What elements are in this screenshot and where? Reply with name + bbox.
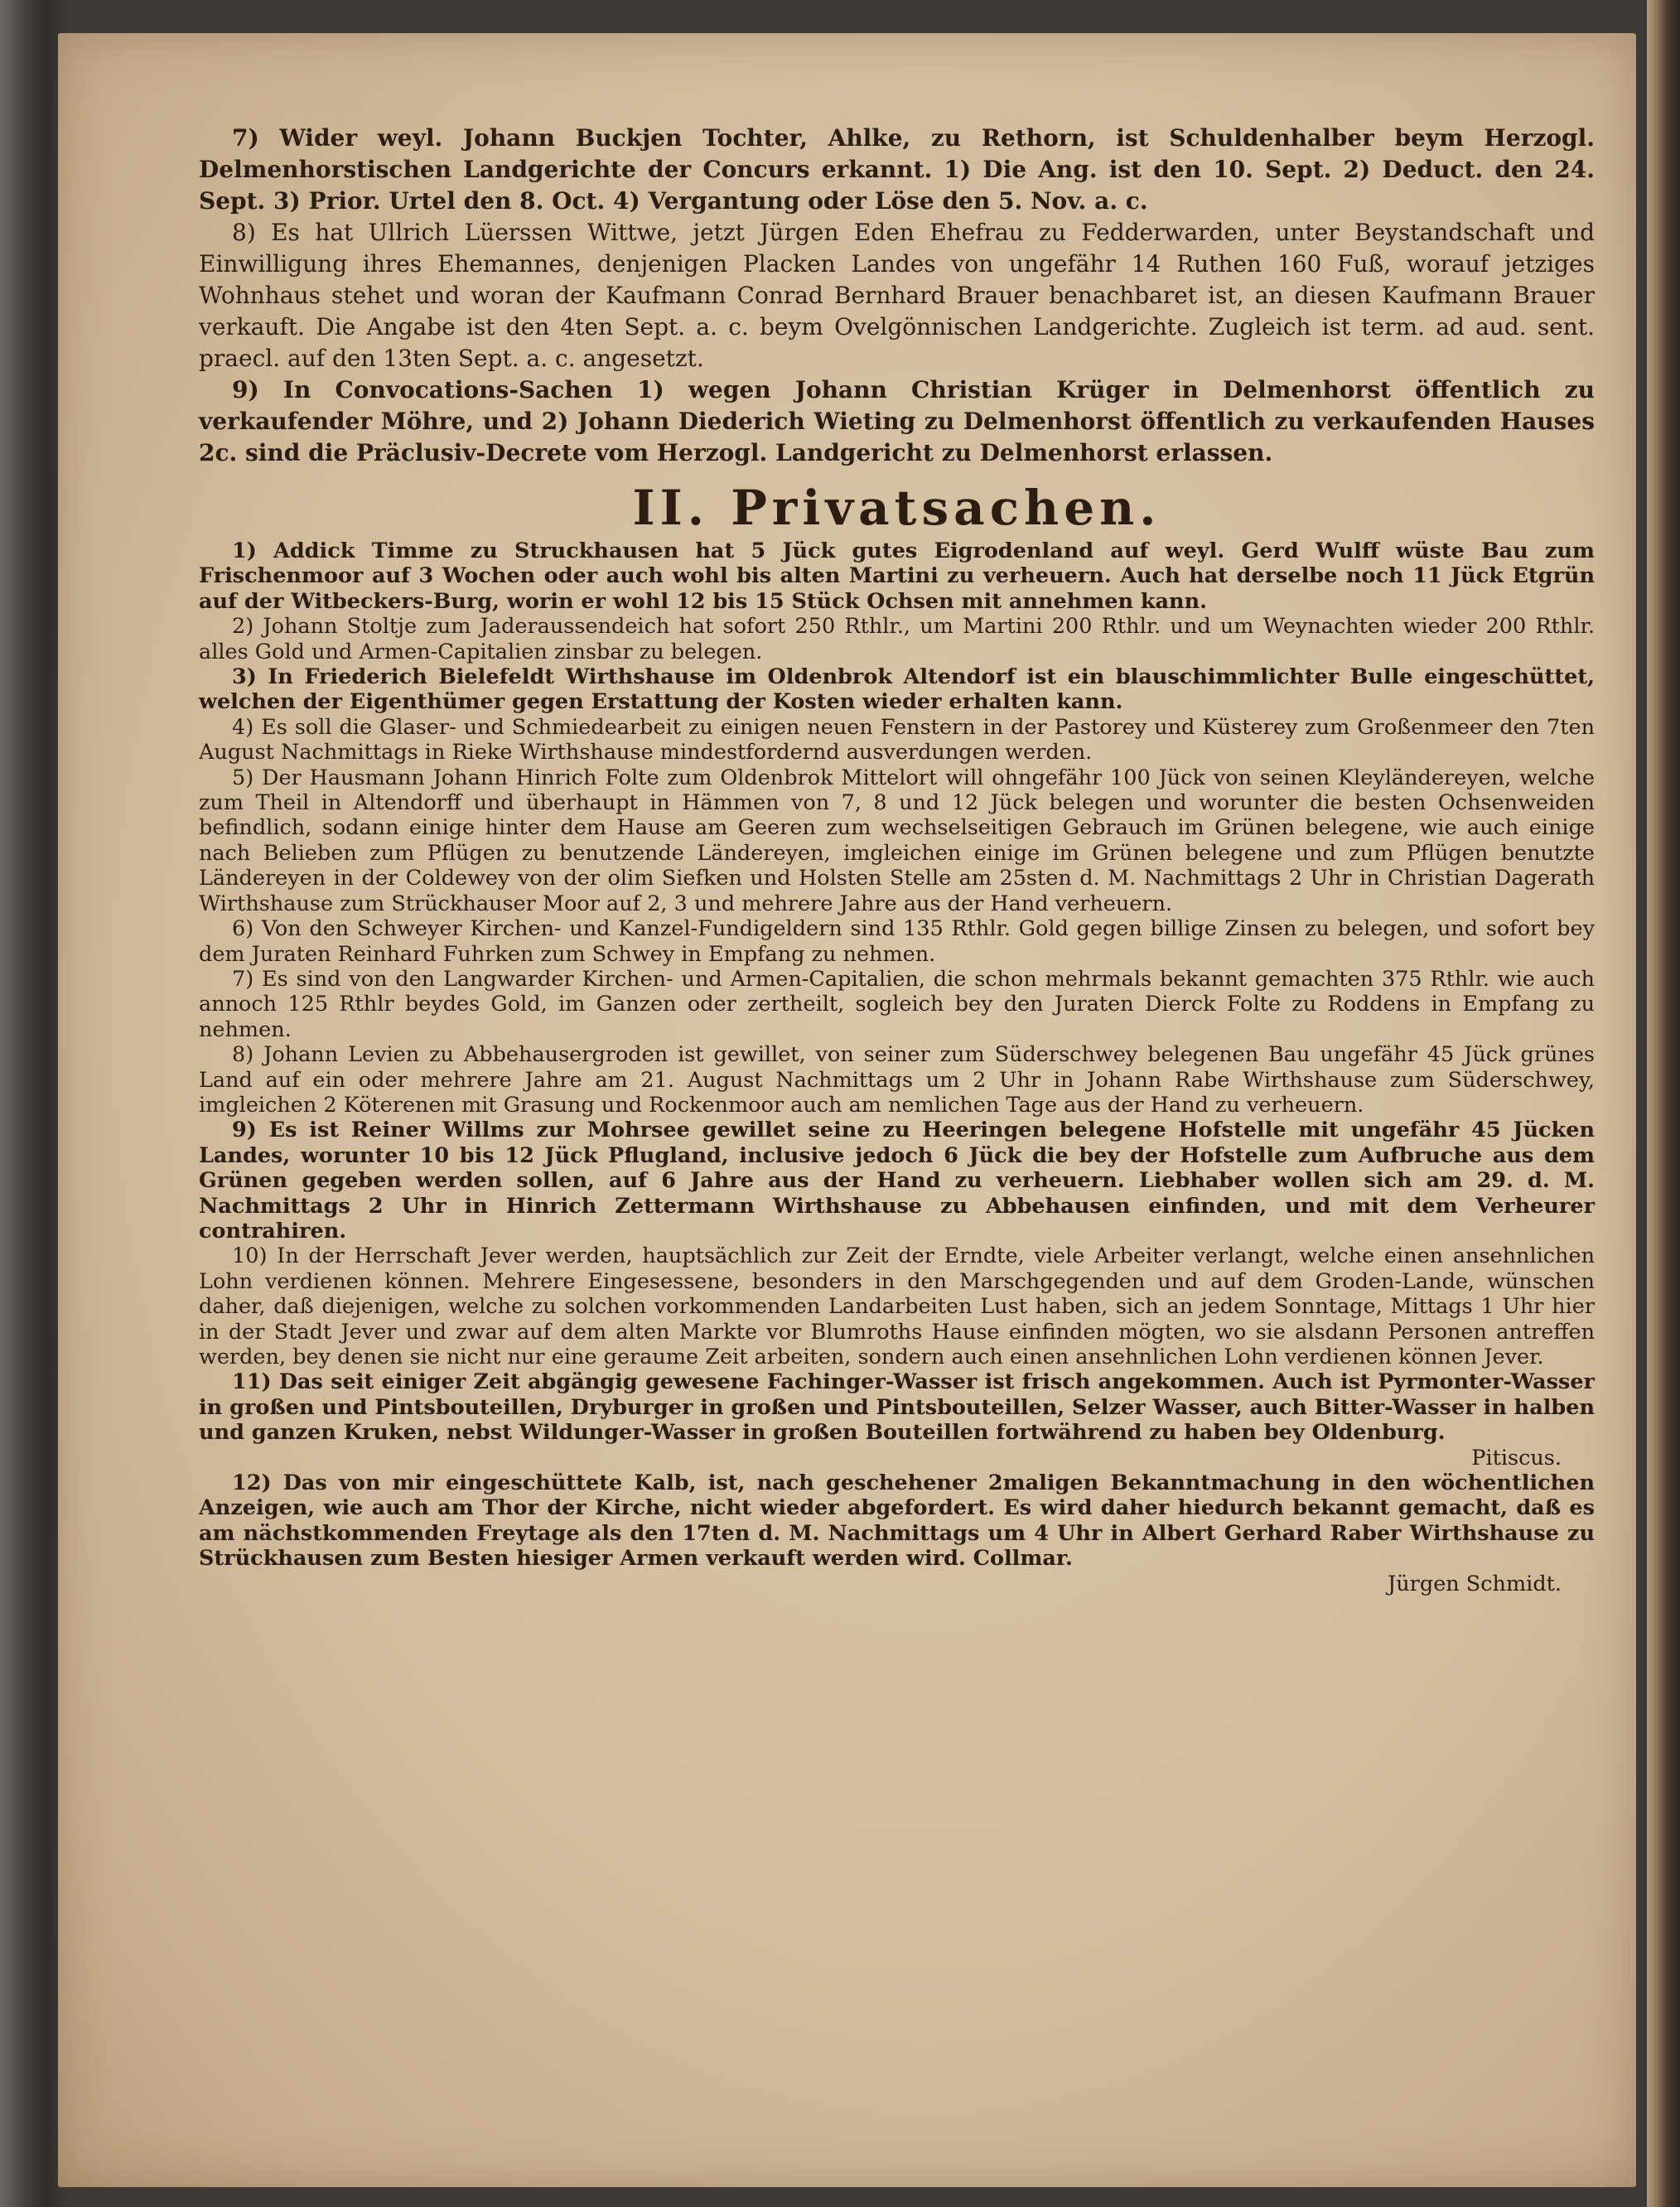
private-notice-10: 10) In der Herrschaft Jever werden, hauptsächlich zur Zeit der Erndte, viele Arbeiter verlangt, welche einen ansehnlichen Lohn verdienen können. Mehrere Eingesessene, besonders in den Marschgegenden und auf dem Groden-Lande, wünschen daher, daß diejenigen, welche zu solchen vorkommenden Landarbeiten Lust haben, sich an jedem Sonntage, Mittags 1 Uhr hier in der Stadt Jever und zwar auf dem alten Markte vor Blumroths Hause einfinden mögten, wo sie alsdann Personen antreffen werden, bey denen sie nicht nur eine geraume Zeit arbeiten, sondern auch einen ansehnlichen Lohn verdienen können Jever.	[199, 1244, 1595, 1369]
private-notice-9: 9) Es ist Reiner Willms zur Mohrsee gewillet seine zu Heeringen belegene Hofstelle mit ungefähr 45 Jücken Landes, worunter 10 bis 12 Jück Pflugland, inclusive jedoch 6 Jück die bey der Hofstelle zum Aufbruche aus dem Grünen gegeben werden sollen, auf 6 Jahre aus der Hand zu verheuern. Liebhaber wollen sich am 29. d. M. Nachmittags 2 Uhr in Hinrich Zettermann Wirthshause zu Abbehausen einfinden, und mit dem Verheurer contrahiren.	[199, 1118, 1595, 1244]
signature-juergen-schmidt: Jürgen Schmidt.	[1388, 1571, 1562, 1596]
private-notice-8: 8) Johann Levien zu Abbehausergroden ist gewillet, von seiner zum Süderschwey belegenen Bau ungefähr 45 Jück grünes Land auf ein oder mehrere Jahre am 21. August Nachmittags um 2 Uhr in Johann Rabe Wirthshause zum Süderschwey, imgleichen 2 Köterenen mit Grasung und Rockenmoor auch am nemlichen Tage aus der Hand zu verheuern.	[199, 1042, 1595, 1118]
private-notice-2: 2) Johann Stoltje zum Jaderaussendeich hat sofort 250 Rthlr., um Martini 200 Rthlr. und um Weynachten wieder 200 Rthlr. alles Gold und Armen-Capitalien zinsbar zu belegen.	[199, 614, 1595, 664]
section-heading: II. Privatsachen.	[632, 480, 1161, 536]
private-notice-11: 11) Das seit einiger Zeit abgängig gewesene Fachinger-Wasser ist frisch angekommen. Auch ist Pyrmonter-Wasser in großen und Pintsbouteillen, Dryburger in großen und Pintsbouteillen, Selzer Wasser, auch Bitter-Wasser in halben und ganzen Kruken, nebst Wildunger-Wasser in großen Bouteillen fortwährend zu haben bey Oldenburg.	[199, 1369, 1595, 1446]
private-notice-12: 12) Das von mir eingeschüttete Kalb, ist, nach geschehener 2maligen Bekanntmachung in den wöchentlichen Anzeigen, wie auch am Thor der Kirche, nicht wieder abgefordert. Es wird daher hiedurch bekannt gemacht, daß es am nächstkommenden Freytage als den 17ten d. M. Nachmittags um 4 Uhr in Albert Gerhard Raber Wirthshause zu Strückhausen zum Besten hiesiger Armen verkauft werden wird. Collmar.	[199, 1471, 1595, 1572]
private-notice-4: 4) Es soll die Glaser- und Schmiedearbeit zu einigen neuen Fenstern in der Pastorey und Küsterey zum Großenmeer den 7ten August Nachmittags in Rieke Wirthshause mindestfordernd ausverdungen werden.	[199, 714, 1595, 765]
book-gutter	[1647, 0, 1680, 2207]
private-notice-3: 3) In Friederich Bielefeldt Wirthshause im Oldenbrok Altendorf ist ein blauschimmlichter Bulle eingeschüttet, welchen der Eigenthümer gegen Erstattung der Kosten wieder erhalten kann.	[199, 664, 1595, 715]
private-notice-5: 5) Der Hausmann Johann Hinrich Folte zum Oldenbrok Mittelort will ohngefähr 100 Jück von seinen Kleyländereyen, welche zum Theil in Altendorff und überhaupt in Hämmen von 7, 8 und 12 Jück belegen und worunter die besten Ochsenweiden befindlich, sodann einige hinter dem Hause am Geeren zum wechselseitigen Gebrauch im Grünen belegene, wie auch einige nach Belieben zum Pflügen zu benutzende Ländereyen, imgleichen einige im Grünen belegene und zum Pflügen benutzte Ländereyen in der Coldewey von der olim Siefken und Holsten Stelle am 25sten d. M. Nachmittags 2 Uhr in Christian Dagerath Wirthshause zum Strückhauser Moor auf 2, 3 und mehrere Jahre aus der Hand verheuern.	[199, 765, 1595, 916]
private-notice-6: 6) Von den Schweyer Kirchen- und Kanzel-Fundigeldern sind 135 Rthlr. Gold gegen billige Zinsen zu belegen, und sofort bey dem Juraten Reinhard Fuhrken zum Schwey in Empfang zu nehmen.	[199, 916, 1595, 967]
legal-notice-7: 7) Wider weyl. Johann Buckjen Tochter, Ahlke, zu Rethorn, ist Schuldenhalber beym Herzogl. Delmenhorstischen Landgerichte der Concurs erkannt. 1) Die Ang. ist den 10. Sept. 2) Deduct. den 24. Sept. 3) Prior. Urtel den 8. Oct. 4) Vergantung oder Löse den 5. Nov. a. c.	[199, 124, 1595, 215]
signature-pitiscus: Pitiscus.	[1471, 1445, 1562, 1471]
page-text	[199, 123, 1595, 1596]
legal-notice-9: 9) In Convocations-Sachen 1) wegen Johann Christian Krüger in Delmenhorst öffentlich zu verkaufender Möhre, und 2) Johann Diederich Wieting zu Delmenhorst öffentlich zu verkaufenden Hauses 2c. sind die Präclusiv-Decrete vom Herzogl. Landgericht zu Delmenhorst erlassen.	[199, 376, 1595, 466]
legal-notice-8: 8) Es hat Ullrich Lüerssen Wittwe, jetzt Jürgen Eden Ehefrau zu Fedderwarden, unter Beystandschaft und Einwilligung ihres Ehemannes, denjenigen Placken Landes von ungefähr 14 Ruthen 160 Fuß, worauf jetziges Wohnhaus stehet und woran der Kaufmann Conrad Bernhard Brauer benachbaret ist, an diesen Kaufmann Brauer verkauft. Die Angabe ist den 4ten Sept. a. c. beym Ovelgönnischen Landgerichte. Zugleich ist term. ad aud. sent. praecl. auf den 13ten Sept. a. c. angesetzt.	[199, 219, 1595, 372]
private-notice-7: 7) Es sind von den Langwarder Kirchen- und Armen-Capitalien, die schon mehrmals bekannt gemachten 375 Rthlr. wie auch annoch 125 Rthlr beydes Gold, im Ganzen oder zertheilt, sogleich bey den Juraten Dierck Folte zu Roddens in Empfang zu nehmen.	[199, 966, 1595, 1042]
private-notice-1: 1) Addick Timme zu Struckhausen hat 5 Jück gutes Eigrodenland auf weyl. Gerd Wulff wüste Bau zum Frischenmoor auf 3 Wochen oder auch wohl bis alten Martini zu verheuern. Auch hat derselbe noch 11 Jück Etgrün auf der Witbeckers-Burg, worin er wohl 12 bis 15 Stück Ochsen mit annehmen kann.	[199, 538, 1595, 614]
